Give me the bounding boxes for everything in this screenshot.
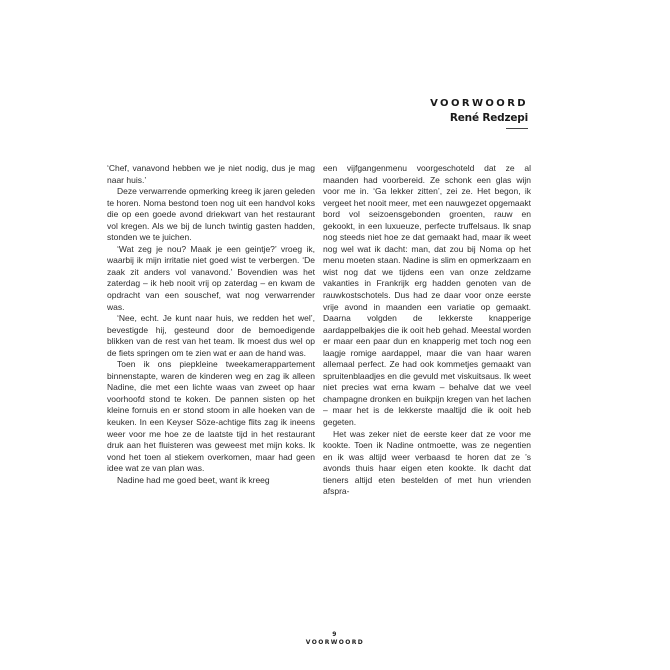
paragraph: een vijfgangenmenu voorgeschoteld dat ze al maanden had voorbereid. Ze schonk een glas wijn voor me in. ‘Ga lekker zitten’, zei ze. Het begon, ik vergeet het nooit meer, met een nauwgezet opgemaakt bord vol seizoensgebonden groenten, rauw en gekookt, in een luxueuze, perfecte truffelsaus. Ik snap nog steeds niet hoe ze dat gemaakt had, maar ik weet nog wel wat ik dacht: man, dat zou bij Noma op het menu moeten staan. Nadine is slim en opmerkzaam en wist nog dat we tijdens een van onze zeldzame vakanties in Frankrijk erg hadden genoten van de rauwkostschotels. Dus had ze daar voor onze eerste vrije avond in maanden een variatie op gemaakt. Daarna volgden de lekkerste knapperige aardappelbakjes die ik ooit heb gehad. Meestal worden er maar een paar dun en knapperig met toch nog een laagje romige aardappel, maar die van haar waren allemaal perfect. Ze had ook kommetjes gemaakt van spruitenblaadjes en die gevuld met viskuitsaus. Ik weet niet precies wat erna kwam – behalve dat we veel champagne dronken en buikpijn kregen van het lachen – maar het is de lekkerste maaltijd die ik ooit heb gegeten. (323, 163, 531, 428)
chapter-title: VOORWOORD (430, 98, 528, 109)
paragraph: Het was zeker niet de eerste keer dat ze voor me kookte. Toen ik Nadine ontmoette, was ze negentien en ik was altijd weer verbaasd te horen dat ze ’s avonds thuis haar eigen eten kookte. Ik dacht dat tieners altijd eten bestelden of met hun vrienden afspra- (323, 428, 531, 497)
text-column-left (107, 163, 315, 486)
paragraph: ‘Wat zeg je nou? Maak je een geintje?’ vroeg ik, waarbij ik mijn irritatie niet goed wist te verbergen. ‘De zaak zit anders vol vanavond.’ Bovendien was het zaterdag – ik heb nooit vrij op zaterdag – en kwam de opdracht van een souschef, wat nog verwarrender was. (107, 243, 315, 312)
paragraph: ‘Nee, echt. Je kunt naar huis, we redden het wel’, bevestigde hij, gesteund door de bemoedigende blikken van de rest van het team. Ik moest dus wel op de fiets springen om te zien wat er aan de hand was. (107, 313, 315, 358)
chapter-heading (430, 98, 528, 129)
paragraph: ‘Chef, vanavond hebben we je niet nodig, dus je mag naar huis.’ (107, 163, 315, 185)
paragraph: Nadine had me goed beet, want ik kreeg (117, 474, 270, 485)
page-number: 9 (332, 631, 338, 638)
paragraph: Toen ik ons piepkleine tweekamerappartement binnenstapte, waren de kinderen weg en zag ik alleen Nadine, die met een lichte waas van zweet op haar voorhoofd stond te koken. De pannen sisten op het kleine fornuis en er stond stoom in alle hoeken van de keuken. In een Keyser Söze-achtige flits zag ik ineens weer voor me hoe ze de laatste tijd in het restaurant druk aan het fluisteren was geweest met mijn koks. Ik vond het toen al stiekem overkomen, maar had geen idee wat ze van plan was. (107, 359, 315, 474)
heading-rule (506, 128, 528, 129)
text-column-right (323, 163, 531, 498)
author-name: René Redzepi (449, 112, 528, 124)
page-footer (0, 631, 670, 647)
paragraph: Deze verwarrende opmerking kreeg ik jaren geleden te horen. Noma bestond toen nog uit een handvol koks die op een goede avond driekwart van het restaurant vol kregen. Als we bij de lunch twintig gasten hadden, stonden we te juichen. (107, 186, 315, 243)
running-head: VOORWOORD (305, 639, 365, 646)
